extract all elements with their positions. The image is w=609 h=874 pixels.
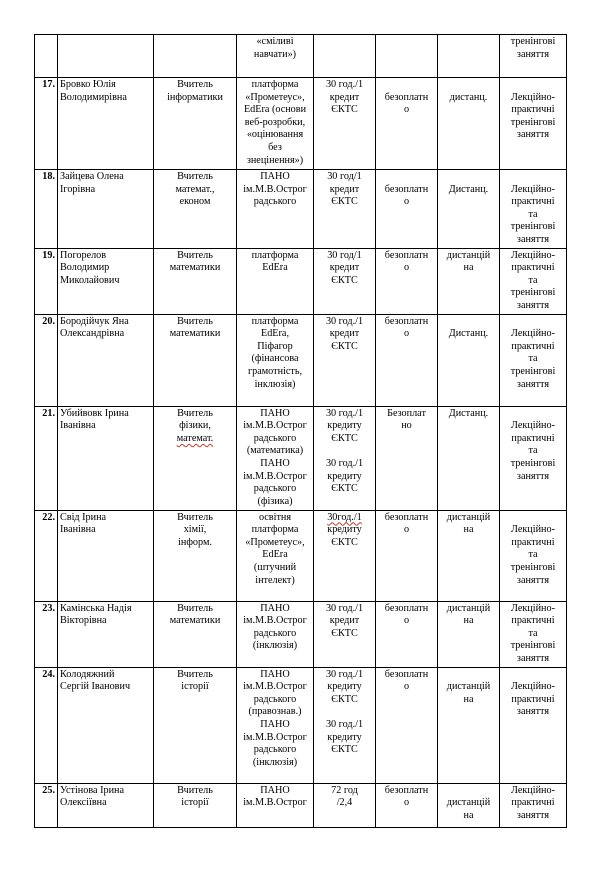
platform-line: ім.М.В.Острог — [243, 420, 307, 432]
payment-line: о — [403, 797, 410, 809]
teacher-position — [154, 667, 237, 783]
hours-line: 30 год./1 — [325, 315, 364, 327]
course-type — [500, 314, 567, 406]
platform-line: платформа — [251, 524, 299, 536]
study-form — [438, 510, 500, 601]
position-line: інформатики — [167, 91, 223, 103]
platform-line: EdEra — [262, 549, 288, 561]
type-line: Лекційно- — [511, 183, 555, 195]
hours-line: кредит — [329, 183, 360, 195]
hours-line: 30 год/1 — [327, 249, 362, 261]
position-line: математики — [169, 328, 221, 340]
platform-line: платформа — [251, 249, 299, 261]
teacher-name — [58, 314, 154, 406]
row-number: 19. — [35, 248, 58, 314]
platform-line: ПАНО — [260, 718, 290, 730]
type-line: та — [528, 274, 538, 286]
hours-line: ЄКТС — [331, 627, 358, 639]
type-line: та — [528, 549, 538, 561]
teacher-name — [58, 35, 154, 78]
payment-line: безоплатн — [384, 315, 429, 327]
hours-line: 30 год./1 — [325, 668, 364, 680]
payment — [376, 314, 438, 406]
hours-line: кредиту — [327, 731, 362, 743]
position-line: математики — [169, 615, 221, 627]
course-type — [500, 510, 567, 601]
table-row — [35, 78, 567, 170]
name-line: Володимирівна — [60, 91, 127, 103]
platform-line: без — [268, 141, 282, 153]
platform-line: (фізика) — [257, 495, 293, 507]
position-line: історії — [181, 797, 209, 809]
payment-line: безоплатн — [384, 511, 429, 523]
name-line: Іванівна — [60, 524, 96, 536]
payment — [376, 783, 438, 827]
position-line: Вчитель — [177, 171, 213, 182]
hours-line: ЄКТС — [331, 536, 358, 548]
platform-line: EdEra, — [260, 328, 289, 340]
payment-line: Безоплат — [387, 407, 426, 419]
position-line: економ — [179, 196, 211, 208]
type-line: заняття — [516, 48, 550, 60]
type-line: заняття — [516, 299, 550, 311]
name-line: Бородійчук Яна — [60, 315, 129, 327]
type-line: Лекційно- — [511, 784, 555, 796]
type-line: Лекційно- — [511, 681, 555, 693]
course-hours — [314, 601, 376, 667]
position-line: фізики, — [179, 420, 211, 432]
row-number: 18. — [35, 170, 58, 249]
study-form — [438, 667, 500, 783]
teacher-position — [154, 78, 237, 170]
platform-line: ім.М.В.Острог — [243, 470, 307, 482]
table-row — [35, 406, 567, 510]
payment — [376, 170, 438, 249]
course-type — [500, 78, 567, 170]
payment-line: о — [403, 681, 410, 693]
name-line: Вікторівна — [60, 615, 107, 627]
position-line: Вчитель — [177, 511, 213, 523]
form-line: дистанцій — [446, 602, 491, 614]
study-form — [438, 314, 500, 406]
platform-line: радського — [253, 432, 297, 444]
form-line: дистанцій — [446, 797, 491, 809]
course-type — [500, 783, 567, 827]
teacher-name — [58, 601, 154, 667]
type-line: практичні — [511, 797, 555, 809]
form-line: дистанцій — [446, 511, 491, 523]
teacher-position — [154, 170, 237, 249]
table-row — [35, 510, 567, 601]
type-line: практичні — [511, 104, 555, 116]
platform-line: Піфагор — [257, 340, 293, 352]
course-hours — [314, 248, 376, 314]
platform-line: радського — [253, 483, 297, 495]
type-line: практичні — [511, 340, 555, 352]
course-hours — [314, 35, 376, 78]
name-line: Іванівна — [60, 420, 96, 432]
table-row — [35, 667, 567, 783]
position-line: Вчитель — [177, 249, 213, 261]
teacher-name — [58, 406, 154, 510]
table-row — [35, 35, 567, 78]
position-line: Вчитель — [177, 315, 213, 327]
hours-line: ЄКТС — [331, 196, 358, 208]
platform-line: «Прометеус», — [245, 536, 305, 548]
teacher-position — [154, 510, 237, 601]
type-line: тренінгові — [510, 116, 556, 128]
table-row — [35, 783, 567, 827]
form-line: на — [463, 809, 474, 821]
type-line: тренінгові — [510, 365, 556, 377]
type-line: та — [528, 445, 538, 457]
name-line: Бровко Юлія — [60, 79, 116, 90]
platform-line: ім.М.В.Острог — [243, 615, 307, 627]
platform-line: (інклюзія) — [252, 756, 298, 768]
payment-line: но — [401, 420, 412, 432]
hours-line: 30 год./1 — [325, 602, 364, 614]
study-form — [438, 248, 500, 314]
type-line: заняття — [516, 706, 550, 718]
platform-line: грамотність, — [247, 365, 303, 377]
platform-line: знецінення») — [246, 154, 304, 166]
course-platform — [237, 667, 314, 783]
form-line: дистанцій — [446, 681, 491, 693]
platform-line: (штучний — [253, 561, 297, 573]
position-line: математики — [169, 262, 221, 274]
name-line: Свід Ірина — [60, 511, 107, 523]
hours-line: ЄКТС — [331, 274, 358, 286]
hours-line: кредит — [329, 328, 360, 340]
type-line: тренінгові — [510, 457, 556, 469]
type-line: тренінгові — [510, 561, 556, 573]
teacher-position — [154, 248, 237, 314]
type-line: практичні — [511, 693, 555, 705]
type-line: тренінгові — [510, 36, 556, 47]
position-line: інформ. — [178, 536, 212, 548]
hours-line: ЄКТС — [331, 483, 358, 495]
payment-line: о — [403, 104, 410, 116]
hours-line: кредиту — [327, 524, 362, 536]
type-line: практичні — [511, 432, 555, 444]
platform-line: навчати») — [253, 48, 297, 60]
type-line: Лекційно- — [511, 524, 555, 536]
payment-line: безоплатн — [384, 668, 429, 680]
platform-line: інтелект) — [255, 574, 295, 586]
platform-line: освітня — [258, 511, 292, 523]
position-line: Вчитель — [177, 407, 213, 419]
hours-line: кредит — [329, 615, 360, 627]
course-hours — [314, 170, 376, 249]
type-line: та — [528, 208, 538, 220]
platform-line: EdEra (основи — [243, 104, 307, 116]
payment-line: безоплатн — [384, 784, 429, 796]
form-line: на — [463, 693, 474, 705]
platform-line: «сміливі — [256, 36, 294, 47]
form-line: Дистанц. — [448, 328, 489, 340]
course-type — [500, 601, 567, 667]
name-line: Володимир — [60, 262, 110, 274]
row-number: 23. — [35, 601, 58, 667]
name-line: Камінська Надія — [60, 602, 132, 614]
position-line: математ., — [175, 183, 215, 195]
course-platform — [237, 406, 314, 510]
form-line: на — [463, 615, 474, 627]
hours-line: кредиту — [327, 681, 362, 693]
type-line: заняття — [516, 809, 550, 821]
hours-line: ЄКТС — [331, 104, 358, 116]
course-hours — [314, 406, 376, 510]
hours-line: ЄКТС — [331, 432, 358, 444]
platform-line: (інклюзія) — [252, 640, 298, 652]
type-line: практичні — [511, 615, 555, 627]
payment-line: безоплатн — [384, 183, 429, 195]
payment — [376, 406, 438, 510]
payment-line: о — [403, 196, 410, 208]
teacher-position — [154, 406, 237, 510]
position-line: Вчитель — [177, 784, 213, 796]
payment-line: о — [403, 524, 410, 536]
type-line: та — [528, 353, 538, 365]
type-line: тренінгові — [510, 221, 556, 233]
platform-line: радського — [253, 196, 297, 208]
platform-line: ПАНО — [260, 171, 290, 182]
type-line: заняття — [516, 378, 550, 390]
platform-line: радського — [253, 744, 297, 756]
table-row — [35, 601, 567, 667]
course-type — [500, 248, 567, 314]
form-line: на — [463, 262, 474, 274]
teacher-name — [58, 248, 154, 314]
teacher-position — [154, 314, 237, 406]
teacher-name — [58, 783, 154, 827]
hours-line: ЄКТС — [331, 340, 358, 352]
type-line: тренінгові — [510, 287, 556, 299]
type-line: заняття — [516, 652, 550, 664]
type-line: Лекційно- — [511, 91, 555, 103]
type-line: заняття — [516, 129, 550, 141]
position-line: хімії, — [183, 524, 207, 536]
form-line: дистанцій — [446, 249, 491, 261]
form-line: на — [463, 524, 474, 536]
type-line: Лекційно- — [511, 249, 555, 261]
type-line: Лекційно- — [511, 420, 555, 432]
course-hours — [314, 667, 376, 783]
payment-line: безоплатн — [384, 249, 429, 261]
course-hours — [314, 510, 376, 601]
course-type — [500, 667, 567, 783]
payment-line: о — [403, 328, 410, 340]
course-platform — [237, 783, 314, 827]
row-number: 17. — [35, 78, 58, 170]
form-line: Дистанц. — [448, 183, 489, 195]
course-type — [500, 35, 567, 78]
name-line: Погорелов — [60, 249, 107, 261]
hours-line: 30 год./1 — [325, 79, 364, 90]
position-line: Вчитель — [177, 668, 213, 680]
platform-line: ПАНО — [260, 784, 290, 796]
platform-line: платформа — [251, 315, 299, 327]
payment-line: безоплатн — [384, 602, 429, 614]
type-line: заняття — [516, 233, 550, 245]
platform-line: радського — [253, 627, 297, 639]
course-platform — [237, 601, 314, 667]
position-line: Вчитель — [177, 79, 213, 90]
platform-line: ім.М.В.Острог — [243, 681, 307, 693]
hours-line: 30год./1 — [327, 511, 362, 523]
payment-line: о — [403, 262, 410, 274]
teacher-position — [154, 783, 237, 827]
payment — [376, 510, 438, 601]
name-line: Убийвовк Ірина — [60, 407, 129, 419]
name-line: Сергій Іванович — [60, 681, 131, 693]
hours-line: кредит — [329, 91, 360, 103]
platform-line: інклюзія) — [254, 378, 296, 390]
type-line: практичні — [511, 262, 555, 274]
course-platform — [237, 510, 314, 601]
hours-line: 30 год/1 — [327, 171, 362, 182]
type-line: практичні — [511, 536, 555, 548]
platform-line: «оцінювання — [246, 129, 304, 141]
name-line: Олексіївна — [60, 797, 107, 809]
teacher-name — [58, 170, 154, 249]
study-form — [438, 601, 500, 667]
platform-line: ПАНО — [260, 457, 290, 469]
payment-line: безоплатн — [384, 91, 429, 103]
course-type — [500, 406, 567, 510]
hours-line: 30 год./1 — [325, 718, 364, 730]
platform-line: радського — [253, 693, 297, 705]
type-line: практичні — [511, 196, 555, 208]
hours-line: /2,4 — [336, 797, 353, 809]
study-form — [438, 35, 500, 78]
platform-line: ім.М.В.Острог — [243, 183, 307, 195]
row-number — [35, 35, 58, 78]
course-type — [500, 170, 567, 249]
row-number: 24. — [35, 667, 58, 783]
teacher-position — [154, 601, 237, 667]
name-line: Олександрівна — [60, 328, 125, 340]
study-form — [438, 170, 500, 249]
platform-line: ім.М.В.Острог — [243, 731, 307, 743]
platform-line: веб-розробки, — [244, 116, 306, 128]
platform-line: ПАНО — [260, 602, 290, 614]
name-line: Колодяжний — [60, 668, 115, 680]
course-platform — [237, 35, 314, 78]
teacher-name — [58, 78, 154, 170]
payment — [376, 35, 438, 78]
study-form — [438, 406, 500, 510]
hours-line: 72 год — [331, 784, 358, 796]
platform-line: (правознав.) — [248, 706, 302, 718]
course-platform — [237, 78, 314, 170]
table-row — [35, 248, 567, 314]
type-line: Лекційно- — [511, 602, 555, 614]
hours-line: ЄКТС — [331, 744, 358, 756]
payment — [376, 601, 438, 667]
row-number: 21. — [35, 406, 58, 510]
platform-line: «Прометеус», — [245, 91, 305, 103]
position-line: Вчитель — [177, 602, 213, 614]
platform-line: ПАНО — [260, 668, 290, 680]
course-platform — [237, 248, 314, 314]
platform-line: EdEra — [262, 262, 288, 274]
row-number: 20. — [35, 314, 58, 406]
course-hours — [314, 783, 376, 827]
table-row — [35, 314, 567, 406]
name-line: Устінова Ірина — [60, 784, 124, 796]
hours-line: 30 год./1 — [325, 407, 364, 419]
hours-line: кредит — [329, 262, 360, 274]
name-line: Миколайович — [60, 274, 120, 286]
name-line: Зайцева Олена — [60, 171, 124, 182]
teacher-name — [58, 667, 154, 783]
platform-line: ім.М.В.Острог — [243, 797, 307, 809]
name-line: Ігорівна — [60, 183, 96, 195]
platform-line: платформа — [251, 79, 299, 90]
position-line: історії — [181, 681, 209, 693]
type-line: заняття — [516, 574, 550, 586]
course-hours — [314, 78, 376, 170]
hours-line: кредиту — [327, 470, 362, 482]
form-line: Дистанц. — [448, 407, 489, 419]
hours-line: 30 год./1 — [325, 457, 364, 469]
teacher-name — [58, 510, 154, 601]
platform-line: (фінансова — [251, 353, 299, 365]
course-platform — [237, 170, 314, 249]
platform-line: (математика) — [246, 445, 304, 457]
type-line: тренінгові — [510, 640, 556, 652]
study-form — [438, 783, 500, 827]
type-line: Лекційно- — [511, 328, 555, 340]
study-form — [438, 78, 500, 170]
hours-line: кредиту — [327, 420, 362, 432]
payment — [376, 248, 438, 314]
course-hours — [314, 314, 376, 406]
teacher-position — [154, 35, 237, 78]
type-line: заняття — [516, 470, 550, 482]
table-row — [35, 170, 567, 249]
form-line: дистанц. — [449, 91, 488, 103]
course-platform — [237, 314, 314, 406]
row-number: 25. — [35, 783, 58, 827]
payment — [376, 78, 438, 170]
platform-line: ПАНО — [260, 407, 290, 419]
payment-line: о — [403, 615, 410, 627]
payment — [376, 667, 438, 783]
hours-line: ЄКТС — [331, 693, 358, 705]
courses-table — [34, 34, 567, 828]
position-line: математ. — [176, 432, 214, 444]
row-number: 22. — [35, 510, 58, 601]
type-line: та — [528, 627, 538, 639]
